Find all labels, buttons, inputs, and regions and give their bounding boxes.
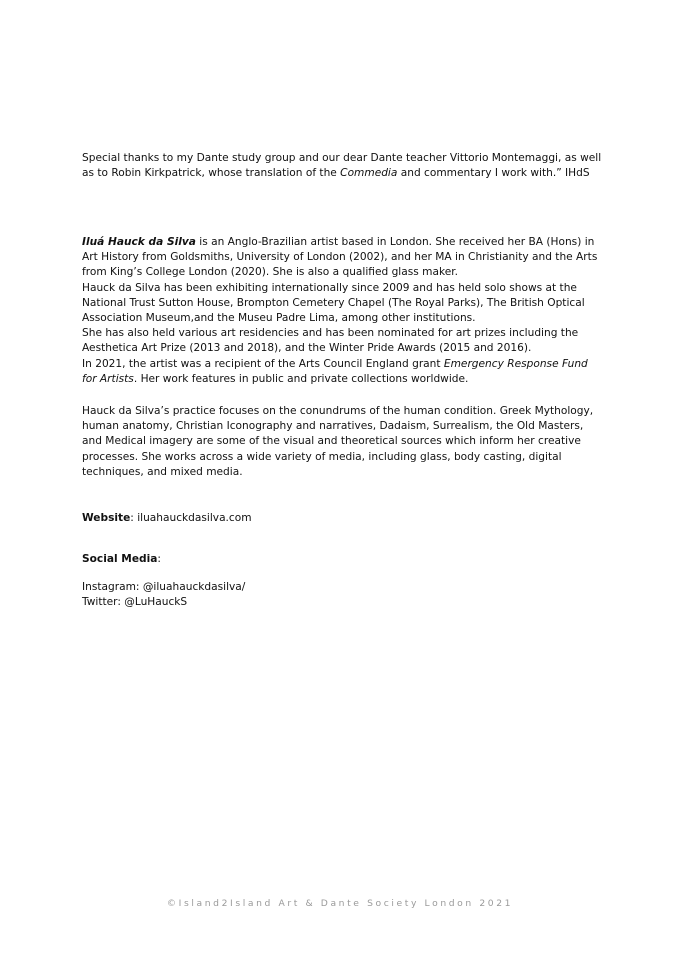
commedia-title: Commedia <box>340 167 398 180</box>
twitter-handle[interactable]: Twitter: @LuHauckS <box>82 596 188 609</box>
artist-name: Iluá Hauck da Silva <box>82 236 196 248</box>
practice-text: Hauck da Silva’s practice focuses on the conundrums of the human condition. Greek Mythology, human anatomy, Christian Iconography and narratives, Dadaism, Surrealism, the Old Masters, and Medical imagery are some of the visual and theoretical sources which inform her creative processes. She works across a wide variety of media, including glass, body casting, digital techniques, and mixed media. <box>82 405 594 478</box>
practice-paragraph <box>82 404 602 480</box>
bio-intro: is an Anglo-Brazilian artist based in London. She received her BA (Hons) in Art History from Goldsmiths, University of London (2002), and her MA in Christianity and the Arts from King’s College London (2020). She is also a qualified glass maker. <box>82 236 598 279</box>
bio-residencies: She has also held various art residencies and has been nominated for art prizes including the Aesthetica Art Prize (2013 and 2018), and the Winter Pride Awards (2015 and 2016). <box>82 327 579 355</box>
social-media-colon: : <box>157 553 161 565</box>
grant-suffix: . Her work features in public and private collections worldwide. <box>133 372 469 385</box>
acknowledgement-paragraph <box>82 151 602 181</box>
website-link[interactable]: iluahauckdasilva.com <box>137 512 252 524</box>
social-media-label: Social Media <box>82 553 158 565</box>
artist-bio <box>82 235 602 387</box>
thanks-text: Special thanks to my Dante study group and our dear Dante teacher Vittorio Montemaggi, as well as to Robin Kirkpatrick, whose translation of the <box>82 152 602 180</box>
social-media-heading <box>82 552 602 567</box>
bio-exhibitions: Hauck da Silva has been exhibiting internationally since 2009 and has held solo shows at the National Trust Sutton House, Brompton Cemetery Chapel (The Royal Parks), The British Optical Association Museum,and the Museu Padre Lima, among other institutions. <box>82 281 585 325</box>
grant-prefix: In 2021, the artist was a recipient of the Arts Council England grant <box>82 357 444 370</box>
grant-name: Emergency Response Fund for Artists <box>82 357 588 385</box>
website-separator: : <box>130 512 138 524</box>
website-label: Website <box>82 512 131 524</box>
social-media-list <box>82 580 602 610</box>
page-footer: ©Island2Island Art & Dante Society London 2021 <box>166 898 514 909</box>
website-line <box>82 511 602 526</box>
instagram-handle[interactable]: Instagram: @iluahauckdasilva/ <box>82 581 246 593</box>
thanks-text-end: and commentary I work with.” IHdS <box>397 167 590 180</box>
